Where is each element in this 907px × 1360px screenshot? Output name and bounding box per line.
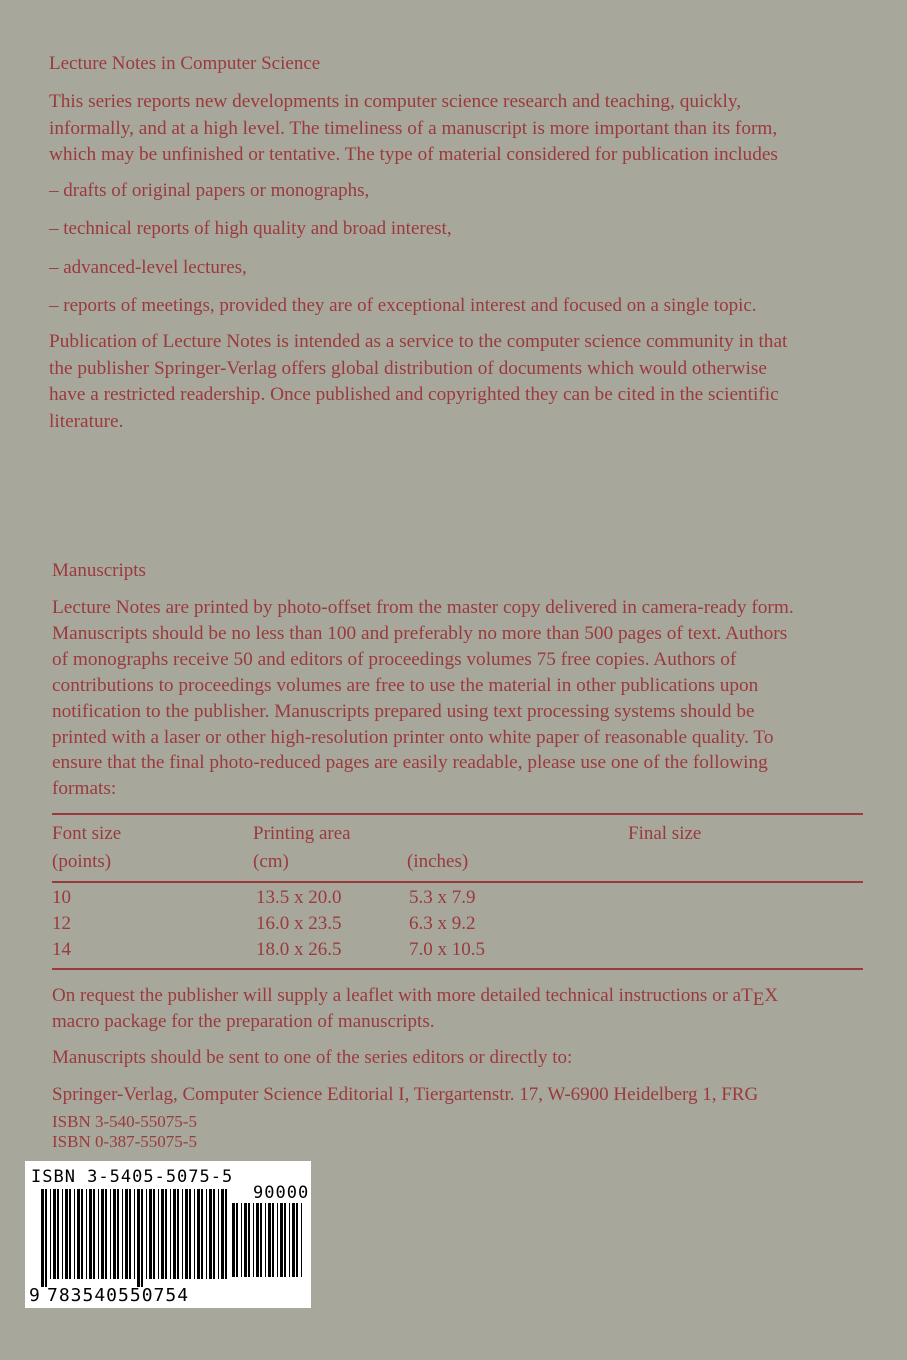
manuscripts-line: printed with a laser or other high-resolution printer onto white paper of reasonable quality. To xyxy=(52,726,774,748)
barcode-bar xyxy=(41,1189,44,1287)
barcode-bar xyxy=(232,1203,235,1277)
publisher-address: Springer-Verlag, Computer Science Editorial I, Tiergartenstr. 17, W-6900 Heidelberg 1, FRG xyxy=(52,1084,759,1105)
barcode-bar xyxy=(272,1203,274,1277)
barcode-bar xyxy=(236,1203,238,1277)
barcode-bar xyxy=(62,1189,63,1279)
barcode-bar xyxy=(141,1189,143,1287)
barcode-bar xyxy=(149,1189,152,1279)
barcode-bar xyxy=(137,1189,140,1287)
barcode-bar xyxy=(65,1189,68,1279)
barcode-bar xyxy=(81,1189,83,1279)
barcode-bar xyxy=(69,1189,71,1279)
barcode-bar xyxy=(268,1203,271,1277)
barcode-bar xyxy=(153,1189,155,1279)
manuscripts-line: Lecture Notes are printed by photo-offset from the master copy delivered in camera-ready form. xyxy=(52,597,794,618)
barcode-addon-code: 90000 xyxy=(253,1183,310,1203)
barcode-bar xyxy=(45,1189,47,1287)
publication-line: Publication of Lecture Notes is intended as a service to the computer science community in that xyxy=(49,331,788,352)
barcode-bar xyxy=(218,1189,219,1279)
barcode-bar xyxy=(280,1203,283,1277)
table-header-font-size: Font size xyxy=(52,823,122,844)
barcode-bar xyxy=(161,1189,164,1279)
publication-paragraph xyxy=(49,329,787,435)
intro-line: informally, and at a high level. The timeliness of a manuscript is more important than its form, xyxy=(49,117,778,139)
barcode-bar xyxy=(77,1189,80,1279)
table-cell: 7.0 x 10.5 xyxy=(409,939,485,960)
barcode-bar xyxy=(301,1203,302,1277)
table-cell: 12 xyxy=(52,913,71,934)
manuscripts-line: formats: xyxy=(52,778,117,800)
barcode-bar xyxy=(296,1203,298,1277)
material-item: – drafts of original papers or monographs, xyxy=(49,180,370,201)
barcode-bar xyxy=(292,1203,295,1277)
barcode-bar xyxy=(53,1189,56,1279)
table-cell: 6.3 x 9.2 xyxy=(409,913,476,934)
material-item: – technical reports of high quality and broad interest, xyxy=(49,218,452,239)
manuscripts-heading: Manuscripts xyxy=(52,560,146,581)
barcode-bar xyxy=(113,1189,116,1279)
manuscripts-paragraph xyxy=(52,595,794,802)
barcode-bar xyxy=(225,1189,227,1279)
barcode-bar xyxy=(129,1189,131,1279)
table-cell: 16.0 x 23.5 xyxy=(256,913,342,934)
table-bottom-rule xyxy=(52,968,863,970)
manuscripts-line: notification to the publisher. Manuscripts prepared using text processing systems should be xyxy=(52,700,755,722)
barcode-bar xyxy=(284,1203,286,1277)
barcode-bar xyxy=(122,1189,123,1279)
barcode-bar xyxy=(173,1189,176,1279)
barcode-bar xyxy=(93,1189,95,1279)
barcode-bar xyxy=(265,1203,266,1277)
barcode-bar xyxy=(277,1203,278,1277)
table-cell: 18.0 x 26.5 xyxy=(256,939,342,960)
barcode-bar xyxy=(117,1189,119,1279)
barcode-bar xyxy=(177,1189,179,1279)
barcode-bar xyxy=(189,1189,191,1279)
barcode-bar xyxy=(248,1203,250,1277)
publication-line: have a restricted readership. Once published and copyrighted they can be cited in the scientific xyxy=(49,384,779,405)
request-line-text: On request the publisher will supply a leaflet with more detailed technical instructions or a xyxy=(52,985,742,1006)
barcode-bar xyxy=(110,1189,111,1279)
table-header-final-size: Final size xyxy=(628,823,702,844)
send-line: Manuscripts should be sent to one of the series editors or directly to: xyxy=(52,1047,573,1068)
series-title: Lecture Notes in Computer Science xyxy=(49,53,321,74)
barcode-bar xyxy=(194,1189,195,1279)
barcode-bar xyxy=(185,1189,188,1279)
table-header-printing-area: Printing area xyxy=(253,823,351,844)
request-paragraph xyxy=(52,983,778,1035)
barcode-bar xyxy=(125,1189,128,1279)
barcode-bar xyxy=(201,1189,203,1279)
barcode-isbn-label: ISBN 3-5405-5075-5 xyxy=(31,1167,234,1187)
manuscripts-line: of monographs receive 50 and editors of proceedings volumes 75 free copies. Authors of xyxy=(52,648,737,670)
barcode-bar xyxy=(241,1203,242,1277)
barcode-bar xyxy=(256,1203,259,1277)
barcode-bar xyxy=(98,1189,99,1279)
publication-line: the publisher Springer-Verlag offers global distribution of documents which would otherwise xyxy=(49,357,767,379)
barcode-bar xyxy=(74,1189,75,1279)
barcode-bar xyxy=(134,1189,135,1279)
barcode-bar xyxy=(289,1203,290,1277)
barcode-bar xyxy=(209,1189,212,1279)
barcode-ean-digits: 783540550754 xyxy=(47,1285,190,1306)
barcode-bar xyxy=(86,1189,87,1279)
table-subheader-cm: (cm) xyxy=(253,851,289,872)
barcode-bar xyxy=(89,1189,92,1279)
barcode-bar xyxy=(213,1189,215,1279)
manuscripts-line: contributions to proceedings volumes are free to use the material in other publications upon xyxy=(52,674,759,696)
barcode-bar xyxy=(101,1189,104,1279)
barcode-bar xyxy=(197,1189,200,1279)
barcode-ean-first-digit: 9 xyxy=(29,1285,40,1306)
barcode-bar xyxy=(165,1189,167,1279)
table-cell: 13.5 x 20.0 xyxy=(256,887,342,908)
table-subheader-points: (points) xyxy=(52,851,112,872)
table-subheader-inches: (inches) xyxy=(407,851,469,872)
request-line xyxy=(52,983,778,1009)
material-item: – reports of meetings, provided they are of exceptional interest and focused on a single topic. xyxy=(49,295,757,316)
barcode-bar xyxy=(170,1189,171,1279)
publication-line: literature. xyxy=(49,410,124,432)
tex-logo: TEX xyxy=(741,985,779,1010)
request-line: macro package for the preparation of manuscripts. xyxy=(52,1011,435,1032)
barcode-bar xyxy=(105,1189,107,1279)
barcode-bar xyxy=(57,1189,59,1279)
barcode-bar xyxy=(253,1203,254,1277)
isbn-line: ISBN 3-540-55075-5 xyxy=(52,1112,197,1131)
manuscripts-line: Manuscripts should be no less than 100 and preferably no more than 500 pages of text. Authors xyxy=(52,622,788,644)
table-header-rule xyxy=(52,881,863,883)
manuscripts-line: ensure that the final photo-reduced pages are easily readable, please use one of the following xyxy=(52,752,768,774)
table-cell: 10 xyxy=(52,887,71,908)
intro-line: This series reports new developments in computer science research and teaching, quickly, xyxy=(49,91,742,112)
barcode-main-bars xyxy=(41,1189,231,1287)
barcode-addon-bars xyxy=(232,1203,306,1303)
isbn-barcode xyxy=(25,1161,311,1308)
barcode-bar xyxy=(158,1189,159,1279)
intro-paragraph xyxy=(49,89,778,169)
barcode-bar xyxy=(182,1189,183,1279)
barcode-bar xyxy=(146,1189,147,1279)
barcode-bar xyxy=(50,1189,51,1279)
barcode-bar xyxy=(221,1189,224,1279)
table-cell: 14 xyxy=(52,939,71,960)
isbn-line: ISBN 0-387-55075-5 xyxy=(52,1132,197,1151)
table-top-rule xyxy=(52,813,863,815)
table-cell: 5.3 x 7.9 xyxy=(409,887,476,908)
material-item: – advanced-level lectures, xyxy=(49,257,247,278)
intro-line: which may be unfinished or tentative. The type of material considered for publication includes xyxy=(49,144,778,165)
barcode-bar xyxy=(206,1189,207,1279)
barcode-bar xyxy=(260,1203,262,1277)
barcode-bar xyxy=(244,1203,247,1277)
